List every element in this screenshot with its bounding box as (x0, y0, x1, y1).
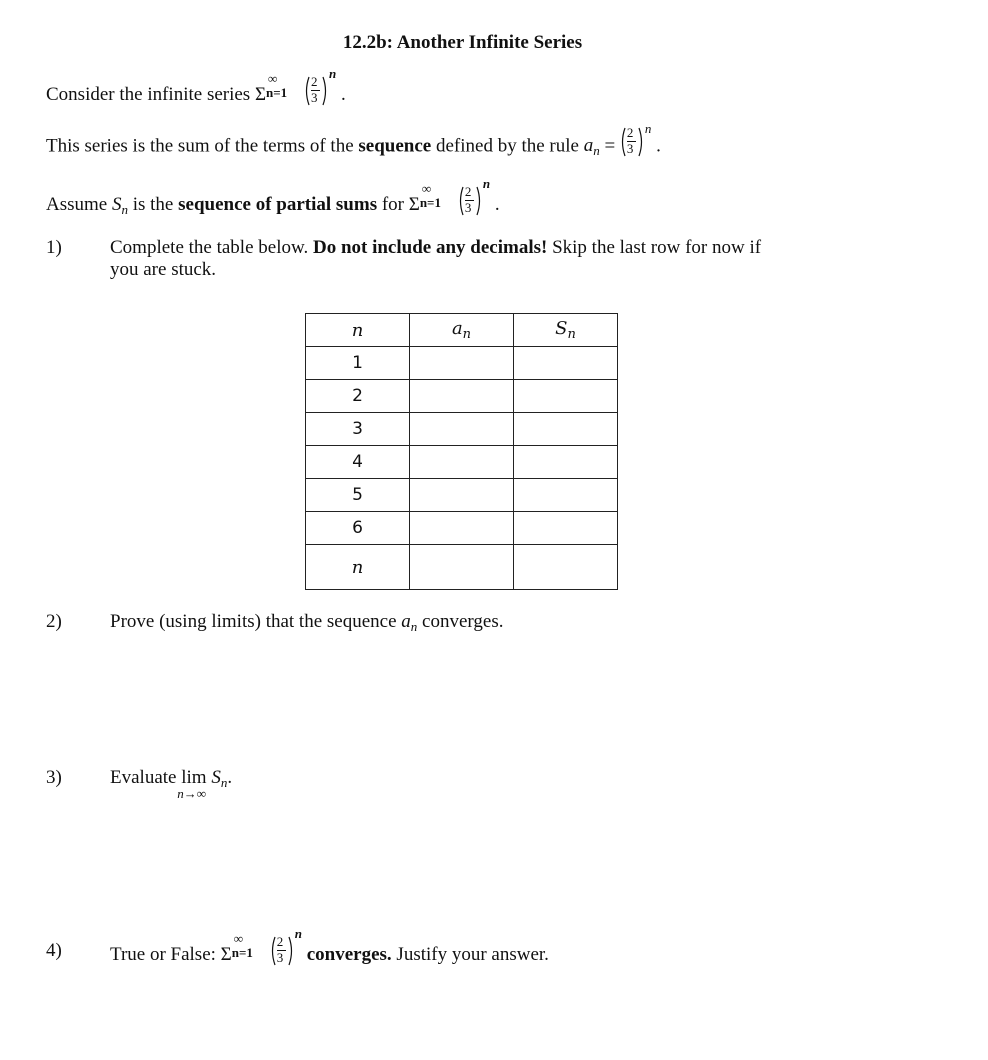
question-2-number: 2) (46, 611, 62, 632)
a-n-cell[interactable] (410, 545, 514, 590)
row-n: 6 (306, 512, 410, 545)
table-row (306, 545, 618, 590)
table-row (306, 512, 618, 545)
table-row (306, 380, 618, 413)
row-n: n (306, 545, 410, 590)
row-n: 4 (306, 446, 410, 479)
intro-line-partial-sums: Assume $S_n$ is the sequence of partial sums for Σ ∞ n=1 $\frac{2}{3}$ n . (46, 176, 500, 217)
S-n-cell[interactable] (514, 512, 618, 545)
question-3-number: 3) (46, 767, 62, 788)
fraction-two-thirds: $\frac{2}{3}$ (270, 934, 294, 968)
a-n: $a_n$ (583, 135, 600, 159)
S-n-cell[interactable] (514, 347, 618, 380)
S-n-cell[interactable] (514, 479, 618, 512)
table-row (306, 446, 618, 479)
row-n: 5 (306, 479, 410, 512)
table-header-row (306, 314, 618, 347)
bold-sequence: sequence (358, 135, 432, 157)
sequence-table (305, 313, 618, 590)
fraction-two-thirds: $\frac{2}{3}$ (304, 74, 328, 108)
question-4-text: True or False: Σ ∞ n=1 $\frac{2}{3}$ n converges. Justify your answer. (110, 940, 549, 968)
sum-limits: ∞ n=1 (266, 71, 288, 100)
row-n: 3 (306, 413, 410, 446)
a-n-cell[interactable] (410, 413, 514, 446)
S-n-cell[interactable] (514, 413, 618, 446)
S-n: $S_n$ (111, 194, 128, 217)
table-row (306, 479, 618, 512)
a-n-cell[interactable] (410, 479, 514, 512)
header-a-n: $a_n$ (410, 314, 514, 347)
page-title: 12.2b: Another Infinite Series (342, 32, 583, 53)
exponent: n (329, 66, 337, 81)
limit-expression: lim n→∞ (177, 767, 207, 801)
fraction-two-thirds: $\frac{2}{3}$ (620, 125, 644, 159)
question-3-text: Evaluate lim n→∞ $S_n$. (110, 767, 233, 801)
intro-line-sequence: This series is the sum of the terms of the sequence defined by the rule $a_n$ = $\frac{2}{3}$ n . (46, 121, 661, 159)
sum-symbol: Σ (254, 84, 267, 105)
intro-line-series: Consider the infinite series Σ ∞ n=1 $\frac{2}{3}$ n . (46, 80, 346, 108)
question-1-number: 1) (46, 237, 62, 258)
a-n-cell[interactable] (410, 446, 514, 479)
table-row (306, 413, 618, 446)
header-n: n (306, 314, 410, 347)
a-n-cell[interactable] (410, 347, 514, 380)
a-n-cell[interactable] (410, 512, 514, 545)
bold-partial-sums: sequence of partial sums (178, 194, 378, 215)
question-2-text: Prove (using limits) that the sequence $a_n$ converges. (110, 611, 504, 634)
a-n-cell[interactable] (410, 380, 514, 413)
S-n-cell[interactable] (514, 380, 618, 413)
S-n-cell[interactable] (514, 446, 618, 479)
intro-prefix: Consider the infinite series (46, 84, 255, 105)
table-row (306, 347, 618, 380)
sum-limits: ∞ n=1 (419, 181, 441, 210)
row-n: 1 (306, 347, 410, 380)
question-4-number: 4) (46, 940, 62, 961)
row-n: 2 (306, 380, 410, 413)
question-1-text: Complete the table below. Do not include any decimals! Skip the last row for now if you are stuck. (110, 237, 762, 280)
header-S-n: $S_n$ (514, 314, 618, 347)
S-n-cell[interactable] (514, 545, 618, 590)
fraction-two-thirds: $\frac{2}{3}$ (458, 184, 482, 218)
